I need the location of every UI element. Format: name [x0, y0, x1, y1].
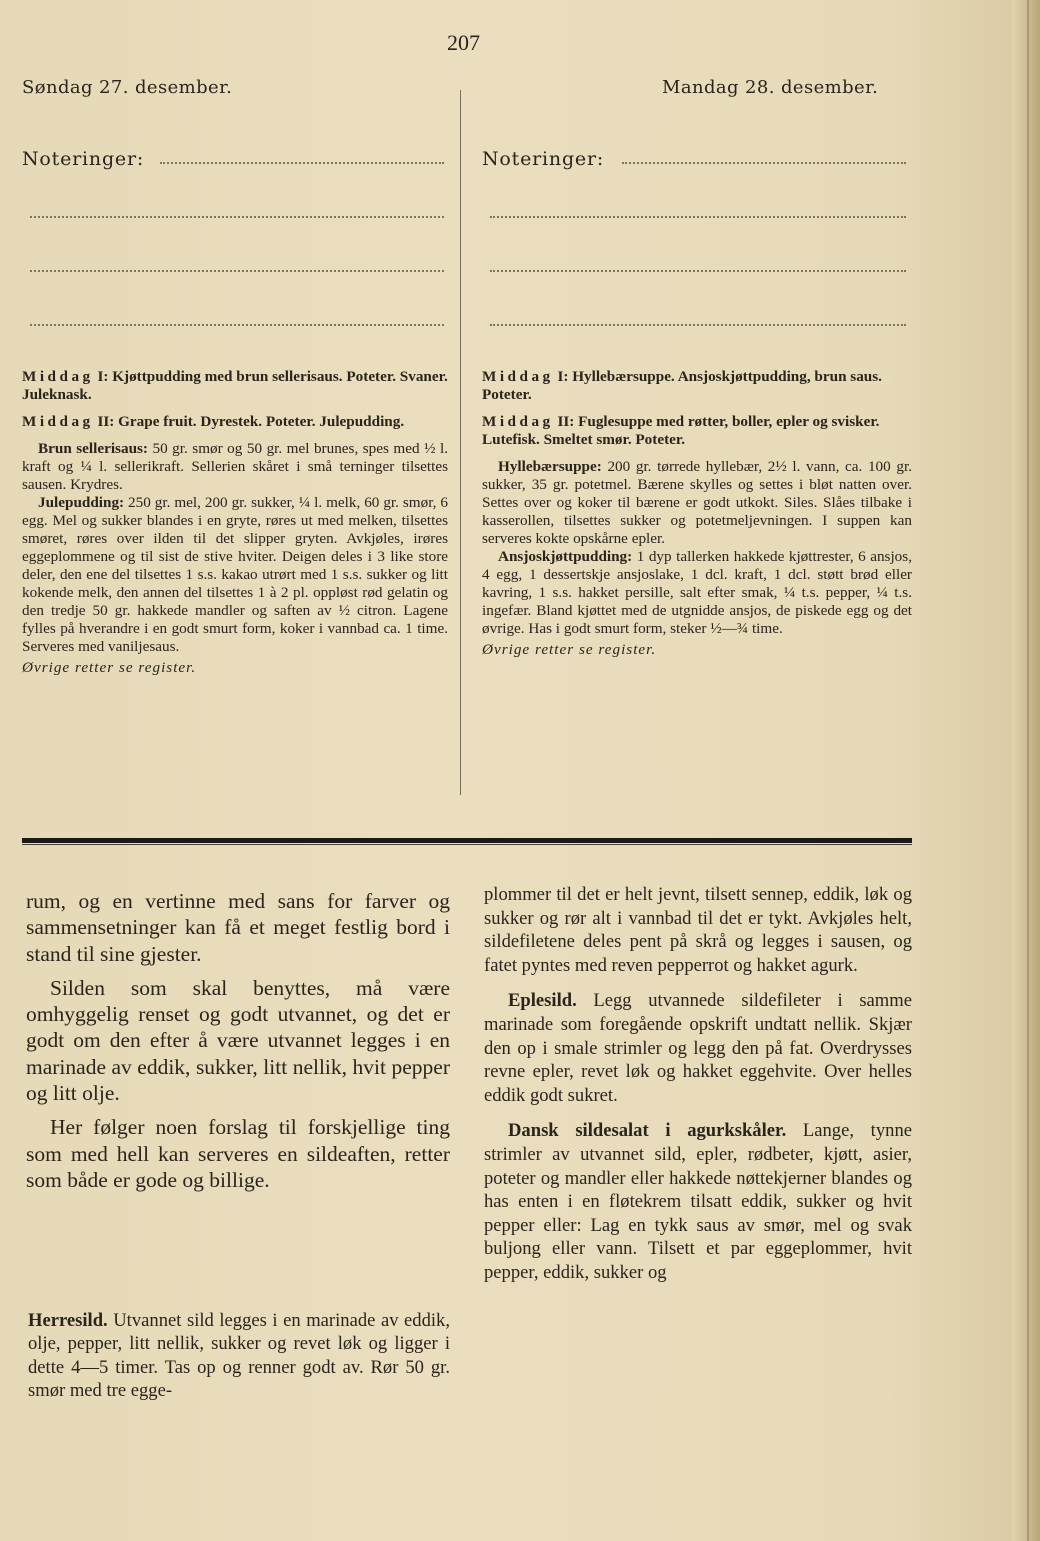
- herresild-recipe: [28, 1309, 450, 1402]
- closing-note: Øvrige retter se register.: [22, 659, 197, 676]
- menu-2: Middag II: Fuglesuppe med røtter, boller, epler og svisker. Lutefisk. Smeltet smør. Poteter.: [482, 413, 880, 448]
- left-notes-label: Noteringer:: [22, 148, 145, 170]
- menu-1: Middag I: Kjøttpudding med brun sellerisaus. Poteter. Svaner. Juleknask.: [22, 368, 448, 403]
- eplesild-recipe: Eplesild. Legg utvannede sildefileter i samme marinade som foregående opskrift undtatt nellik. Skjær den op i smale strimler og legg den på fat. Overdrysses revne epler, revet løk og hakket eggehvite. Over helles eddik godt sukret.: [484, 990, 912, 1106]
- menu-2: Middag II: Grape fruit. Dyrestek. Poteter. Julepudding.: [22, 413, 405, 430]
- section-rule: [22, 838, 912, 843]
- right-notes-line: [490, 270, 906, 272]
- right-notes-line: [490, 216, 906, 218]
- right-day-title: Mandag 28. desember.: [662, 77, 879, 98]
- closing-note: Øvrige retter se register.: [482, 641, 657, 658]
- right-notes-label: Noteringer:: [482, 148, 605, 170]
- paragraph: plommer til det er helt jevnt, tilsett sennep, eddik, løk og sukker og rør alt i vannbad til det er tykt. Avkjøles helt, sildefiletene deles pent på skrå og legges i sausen, og fatet pyntes med reven pepperrot og hakket agurk.: [484, 884, 912, 976]
- column-divider: [460, 90, 461, 795]
- recipe: Julepudding: 250 gr. mel, 200 gr. sukker, ¼ l. melk, 60 gr. smør, 6 egg. Mel og sukker blandes i en gryte, røres ut med melken, tilsettes smøret, røres over ilden til det slipper gryten. Avkjøles, irøres eggeplommene og til sist de stive hviter. Deigen deles i 3 like store deler, den ene del tilsettes 1 s.s. kakao utrørt med 1 s.s. sukker og litt kokende melk, den annen del tilsettes 1 à 2 pl. oppløst rød gelatin og den tredje 50 gr. hakkede mandler og saften av ½ citron. Lagene fylles på hverandre i en godt smurt form, koker i vannbad ca. 1 time. Serveres med vaniljesaus.: [22, 494, 448, 655]
- left-notes-line: [30, 270, 444, 272]
- paragraph: Silden som skal benyttes, må være omhyggelig renset og godt utvannet, og det er godt om den efter å være utvannet legges i en marinade av eddik, sukker, litt nellik, hvit pepper og litt olje.: [26, 975, 450, 1106]
- bottom-left-text: [26, 888, 450, 1193]
- paragraph: rum, og en vertinne med sans for farver og sammensetninger kan få et meget festlig bord i stand til sine gjester.: [26, 889, 450, 966]
- page-number: 207: [447, 30, 480, 55]
- page-edge: [1012, 0, 1040, 1541]
- menu-1: Middag I: Hyllebærsuppe. Ansjoskjøttpudding, brun saus. Poteter.: [482, 368, 882, 403]
- recipe: Ansjoskjøttpudding: 1 dyp tallerken hakkede kjøttrester, 6 ansjos, 4 egg, 1 dessertskje ansjoslake, 1 dcl. kraft, 1 dcl. støtt brød eller kavring, 1 s.s. hakket persille, salt efter smak, ¼ t.s. pepper, ¼ t.s. ingefær. Bland kjøttet med de utgnidde ansjos, de piskede egg og det øvrige. Has i godt smurt form, steker ½—¾ time.: [482, 548, 912, 637]
- bottom-right-text: [484, 883, 912, 1285]
- right-notes-line: [622, 162, 906, 164]
- section-rule-thin: [22, 844, 912, 845]
- left-notes-line: [160, 162, 444, 164]
- page-edge-line: [1027, 0, 1029, 1541]
- right-notes-line: [490, 324, 906, 326]
- left-day-menu: [22, 368, 448, 677]
- paragraph: Her følger noen forslag til forskjellige ting som med hell kan serveres en sildeaften, retter som både er gode og billige.: [26, 1115, 450, 1192]
- right-day-menu: [482, 368, 912, 659]
- recipe-text: Utvannet sild legges i en marinade av eddik, olje, pepper, litt nellik, sukker og revet løk og ligger i dette 4—5 timer. Tas op og renner godt av. Rør 50 gr. smør med tre egge-: [28, 1310, 450, 1401]
- left-notes-line: [30, 216, 444, 218]
- recipe: Brun sellerisaus: 50 gr. smør og 50 gr. mel brunes, spes med ½ l. kraft og ¼ l. sellerikraft. Sellerien skåret i små terninger tilsettes sausen. Krydres.: [22, 440, 448, 493]
- left-day-title: Søndag 27. desember.: [22, 77, 233, 98]
- recipe-name: Herresild.: [28, 1310, 108, 1331]
- left-notes-line: [30, 324, 444, 326]
- dansk-sildesalat-recipe: Dansk sildesalat i agurkskåler. Lange, tynne strimler av utvannet sild, epler, rødbeter, kjøtt, asier, poteter og mandler eller hakkede nøttekjerner blandes og has enten i en fløtekrem tilsatt eddik, sukker og hvit pepper eller: Lag en tykk saus av smør, mel og svak buljong eller vann. Tilsett et par eggeplommer, hvit pepper, eddik, sukker og: [484, 1120, 912, 1283]
- recipe: Hyllebærsuppe: 200 gr. tørrede hyllebær, 2½ l. vann, ca. 100 gr. sukker, 35 gr. potetmel. Bærene skylles og settes i bløt natten over. Settes over og koker til bærene er godt utkokt. Siles. Slåes tilbake i kasserollen, tilsettes sukker og potetmeljevningen. I suppen kan serveres kokte opskårne epler.: [482, 458, 912, 547]
